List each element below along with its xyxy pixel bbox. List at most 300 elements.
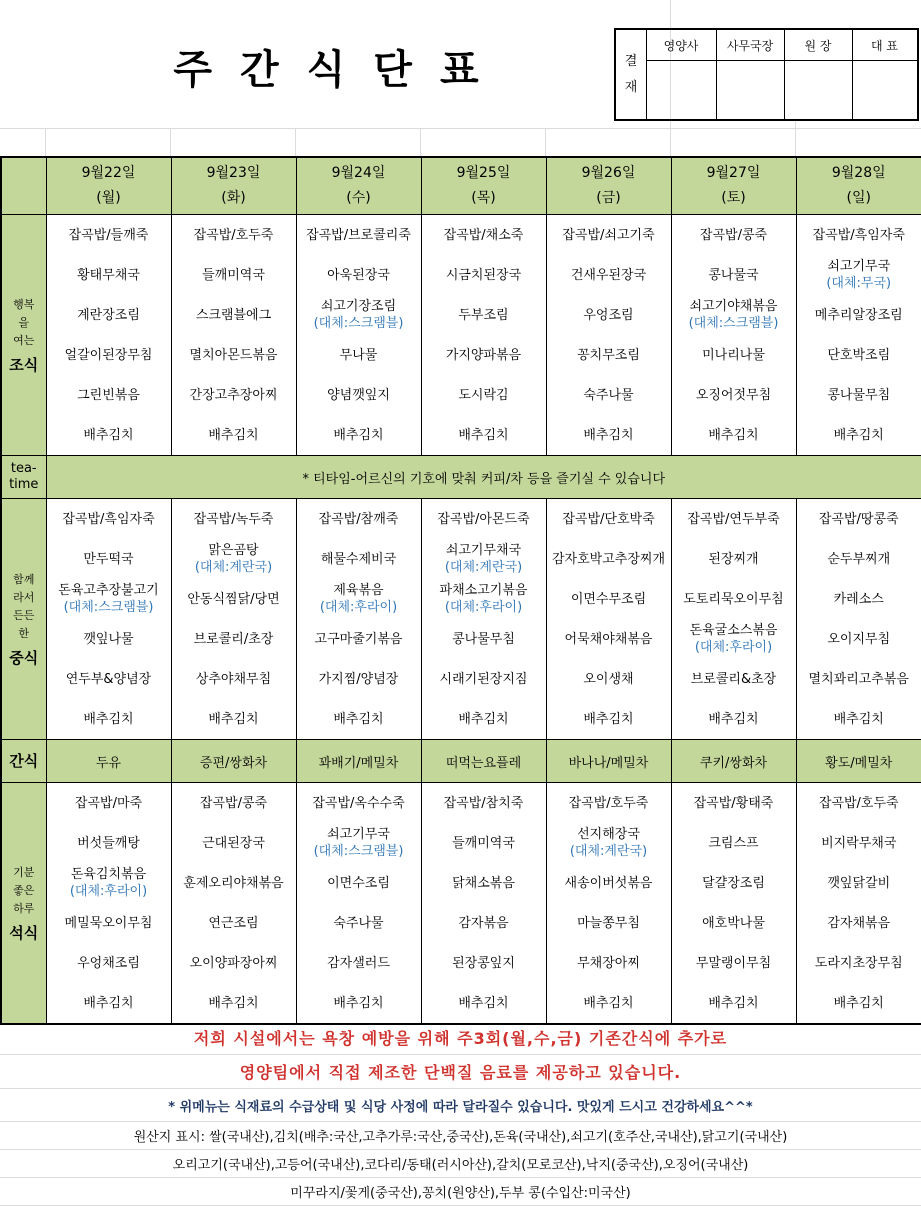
menu-item-substitute: (대체:스크램블) xyxy=(64,599,154,616)
menu-item xyxy=(797,943,921,983)
menu-item xyxy=(547,983,671,1023)
menu-item xyxy=(297,375,421,415)
menu-item xyxy=(172,699,296,739)
menu-item-substitute: (대체:계란국) xyxy=(195,559,272,576)
breakfast-cell xyxy=(796,215,921,456)
menu-item-name: 숙주나물 xyxy=(333,915,383,932)
menu-item-name: 멸치꽈리고추볶음 xyxy=(809,671,909,688)
menu-item xyxy=(547,619,671,659)
menu-item xyxy=(47,903,171,943)
menu-item xyxy=(172,215,296,255)
menu-item-substitute: (대체:계란국) xyxy=(445,559,522,576)
menu-item-substitute: (대체:후라이) xyxy=(70,883,147,900)
menu-item xyxy=(672,619,796,659)
menu-item xyxy=(172,903,296,943)
menu-item-name: 잡곡밥/콩죽 xyxy=(700,227,767,244)
snack-cell: 쿠키/쌍화차 xyxy=(671,740,796,783)
menu-item xyxy=(172,539,296,579)
menu-item-name: 새송이버섯볶음 xyxy=(565,875,653,892)
menu-item xyxy=(47,215,171,255)
menu-item-name: 잡곡밥/참깨죽 xyxy=(319,511,399,528)
menu-item xyxy=(547,903,671,943)
breakfast-row xyxy=(1,215,921,456)
menu-item xyxy=(672,539,796,579)
menu-item xyxy=(547,295,671,335)
menu-item-name: 배추김치 xyxy=(458,427,508,444)
menu-item-name: 배추김치 xyxy=(83,427,133,444)
snack-cell: 두유 xyxy=(46,740,171,783)
menu-item xyxy=(172,255,296,295)
menu-item-name: 잡곡밥/콩죽 xyxy=(200,795,267,812)
menu-item-name: 시래기된장지짐 xyxy=(440,671,528,688)
menu-item xyxy=(297,335,421,375)
menu-item-name: 크림스프 xyxy=(708,835,758,852)
menu-item xyxy=(172,863,296,903)
weekly-menu-table xyxy=(0,156,921,1025)
menu-item xyxy=(797,335,921,375)
menu-item-name: 무나물 xyxy=(340,347,378,364)
menu-item-substitute: (대체:후라이) xyxy=(695,639,772,656)
menu-item-name: 이면수무조림 xyxy=(571,591,646,608)
menu-item xyxy=(47,863,171,903)
menu-item-name: 된장콩잎지 xyxy=(452,955,515,972)
day-header: 9월25일 (목) xyxy=(421,157,546,215)
menu-item xyxy=(797,375,921,415)
day-header: 9월28일 (일) xyxy=(796,157,921,215)
menu-item xyxy=(422,903,546,943)
menu-item xyxy=(47,943,171,983)
menu-item-name: 잡곡밥/황태죽 xyxy=(694,795,774,812)
menu-item-name: 미나리나물 xyxy=(702,347,765,364)
menu-item xyxy=(422,295,546,335)
menu-item-name: 잡곡밥/옥수수죽 xyxy=(312,795,404,812)
menu-item-name: 이면수조림 xyxy=(327,875,390,892)
menu-item-name: 쇠고기장조림 xyxy=(321,298,396,315)
menu-item xyxy=(297,215,421,255)
menu-item xyxy=(172,295,296,335)
menu-item-name: 연두부&양념장 xyxy=(66,671,152,688)
menu-item xyxy=(47,823,171,863)
menu-item xyxy=(172,375,296,415)
dinner-cell xyxy=(46,783,171,1025)
menu-item xyxy=(422,863,546,903)
menu-item xyxy=(672,659,796,699)
teatime-label: tea- time xyxy=(1,456,46,499)
menu-item xyxy=(672,579,796,619)
menu-item-name: 배추김치 xyxy=(583,995,633,1012)
menu-item-name: 메밀묵오이무침 xyxy=(65,915,153,932)
menu-item xyxy=(422,619,546,659)
origin-label-line3: 미꾸라지/꽃게(중국산),꽁치(원양산),두부 콩(수입산:미국산) xyxy=(0,1178,921,1206)
breakfast-cell xyxy=(671,215,796,456)
dinner-cell xyxy=(796,783,921,1025)
menu-item xyxy=(797,823,921,863)
menu-item-name: 간장고추장아찌 xyxy=(190,387,278,404)
menu-item xyxy=(172,335,296,375)
menu-item xyxy=(47,499,171,539)
menu-item xyxy=(422,415,546,455)
menu-item-substitute: (대체:스크램블) xyxy=(314,315,404,332)
snack-cell: 증편/쌍화차 xyxy=(171,740,296,783)
menu-item-name: 배추김치 xyxy=(583,427,633,444)
origin-label-line2: 오리고기(국내산),고등어(국내산),코다리/동태(러시아산),갈치(모로코산),낙지(중국산),오징어(국내산) xyxy=(0,1150,921,1178)
menu-item xyxy=(297,823,421,863)
menu-item-name: 배추김치 xyxy=(333,711,383,728)
menu-item xyxy=(297,699,421,739)
menu-item xyxy=(47,699,171,739)
snack-cell: 꽈배기/메밀차 xyxy=(296,740,421,783)
menu-item xyxy=(297,619,421,659)
menu-item-name: 잡곡밥/채소죽 xyxy=(444,227,524,244)
menu-item-name: 단호박조림 xyxy=(827,347,890,364)
menu-item-name: 배추김치 xyxy=(208,711,258,728)
menu-item-name: 브로콜리&초장 xyxy=(691,671,777,688)
menu-item-name: 쇠고기무국 xyxy=(327,826,390,843)
menu-item-name: 무채장아찌 xyxy=(577,955,640,972)
breakfast-cell xyxy=(46,215,171,456)
menu-item-name: 배추김치 xyxy=(834,995,884,1012)
menu-item xyxy=(547,659,671,699)
menu-item xyxy=(547,699,671,739)
menu-item-name: 만두떡국 xyxy=(83,551,133,568)
menu-item xyxy=(422,255,546,295)
menu-item xyxy=(172,983,296,1023)
menu-item-name: 돈육굴소스볶음 xyxy=(690,622,778,639)
menu-item-name: 감자샐러드 xyxy=(327,955,390,972)
corner-cell xyxy=(1,157,46,215)
menu-item-name: 달걀장조림 xyxy=(702,875,765,892)
menu-item-name: 잡곡밥/연두부죽 xyxy=(687,511,779,528)
breakfast-cell xyxy=(171,215,296,456)
menu-item-name: 건새우된장국 xyxy=(571,267,646,284)
menu-item-name: 잡곡밥/단호박죽 xyxy=(562,511,654,528)
menu-item-name: 시금치된장국 xyxy=(446,267,521,284)
menu-item xyxy=(422,823,546,863)
menu-item-name: 쇠고기무국 xyxy=(827,258,890,275)
menu-item-name: 돈육고추장불고기 xyxy=(58,582,158,599)
page-title: 주간식단표 xyxy=(150,38,530,95)
menu-item-name: 맑은곰탕 xyxy=(208,542,258,559)
breakfast-label: 행복 을 여는 조식 xyxy=(1,215,46,456)
menu-item xyxy=(297,983,421,1023)
menu-item-name: 잡곡밥/브로콜리죽 xyxy=(306,227,411,244)
menu-item xyxy=(547,215,671,255)
menu-item-name: 훈제오리야채볶음 xyxy=(183,875,283,892)
approval-box xyxy=(614,28,919,121)
snack-row xyxy=(1,740,921,783)
breakfast-cell xyxy=(421,215,546,456)
menu-item-name: 잡곡밥/마죽 xyxy=(75,795,142,812)
menu-item xyxy=(797,295,921,335)
menu-item-name: 잡곡밥/땅콩죽 xyxy=(819,511,899,528)
menu-item-name: 메추리알장조림 xyxy=(815,307,903,324)
menu-item-name: 배추김치 xyxy=(208,427,258,444)
menu-item xyxy=(47,619,171,659)
menu-change-notice: * 위메뉴는 식재료의 수급상태 및 식당 사정에 따라 달라질수 있습니다. 맛있게 드시고 건강하세요^^* xyxy=(0,1089,921,1122)
menu-item-name: 콩나물무침 xyxy=(452,631,515,648)
dinner-cell xyxy=(671,783,796,1025)
menu-item xyxy=(422,499,546,539)
menu-item-name: 오이양파장아찌 xyxy=(190,955,278,972)
menu-item-name: 어묵채야채볶음 xyxy=(565,631,653,648)
menu-item xyxy=(797,619,921,659)
menu-item-name: 배추김치 xyxy=(834,711,884,728)
menu-item xyxy=(547,375,671,415)
menu-item xyxy=(672,215,796,255)
menu-item-name: 배추김치 xyxy=(83,711,133,728)
breakfast-cell xyxy=(296,215,421,456)
menu-item-name: 연근조림 xyxy=(208,915,258,932)
menu-item-name: 깻잎나물 xyxy=(83,631,133,648)
menu-item-name: 잡곡밥/쇠고기죽 xyxy=(562,227,654,244)
snack-cell: 바나나/메밀차 xyxy=(546,740,671,783)
protein-drink-note-line2: 영양팀에서 직접 제조한 단백질 음료를 제공하고 있습니다. xyxy=(0,1055,921,1089)
menu-item-name: 파채소고기볶음 xyxy=(440,582,528,599)
menu-item-name: 배추김치 xyxy=(458,995,508,1012)
snack-cell: 황도/메밀차 xyxy=(796,740,921,783)
menu-item xyxy=(797,215,921,255)
menu-item xyxy=(297,499,421,539)
day-header: 9월24일 (수) xyxy=(296,157,421,215)
menu-item xyxy=(547,823,671,863)
dinner-cell xyxy=(171,783,296,1025)
menu-item xyxy=(422,375,546,415)
menu-item xyxy=(797,699,921,739)
menu-item xyxy=(172,619,296,659)
dinner-cell xyxy=(546,783,671,1025)
menu-item xyxy=(297,579,421,619)
menu-item xyxy=(672,983,796,1023)
menu-item xyxy=(672,415,796,455)
lunch-cell xyxy=(296,499,421,740)
menu-item xyxy=(297,659,421,699)
menu-item xyxy=(797,415,921,455)
menu-item xyxy=(547,943,671,983)
lunch-label: 함께 라서 든든 한 중식 xyxy=(1,499,46,740)
snack-label: 간식 xyxy=(1,740,46,783)
menu-item xyxy=(797,863,921,903)
menu-item xyxy=(797,903,921,943)
menu-item xyxy=(672,255,796,295)
menu-item xyxy=(672,783,796,823)
menu-item-name: 우엉채조림 xyxy=(77,955,140,972)
menu-item xyxy=(672,863,796,903)
menu-item xyxy=(172,579,296,619)
menu-item-name: 계란장조림 xyxy=(77,307,140,324)
day-header: 9월26일 (금) xyxy=(546,157,671,215)
menu-item-name: 배추김치 xyxy=(333,995,383,1012)
menu-item-name: 숙주나물 xyxy=(583,387,633,404)
approval-col-dietitian: 영양사 xyxy=(646,30,717,119)
lunch-cell xyxy=(796,499,921,740)
menu-item xyxy=(47,783,171,823)
menu-item xyxy=(422,335,546,375)
menu-item-name: 버섯들깨탕 xyxy=(77,835,140,852)
menu-item xyxy=(422,659,546,699)
menu-item-name: 쇠고기야채볶음 xyxy=(690,298,778,315)
menu-item-name: 잡곡밥/흑임자죽 xyxy=(62,511,154,528)
menu-item-name: 해물수제비국 xyxy=(321,551,396,568)
approval-label: 결 재 xyxy=(616,30,647,119)
menu-item xyxy=(672,375,796,415)
menu-item xyxy=(297,863,421,903)
menu-item-name: 감자호박고추장찌개 xyxy=(552,551,665,568)
menu-item-name: 근대된장국 xyxy=(202,835,265,852)
menu-item xyxy=(797,659,921,699)
menu-item xyxy=(47,375,171,415)
menu-item-name: 마늘쫑무침 xyxy=(577,915,640,932)
menu-item xyxy=(422,579,546,619)
menu-item xyxy=(172,823,296,863)
breakfast-cell xyxy=(546,215,671,456)
menu-item xyxy=(547,335,671,375)
menu-item-name: 안동식찜닭/당면 xyxy=(187,591,279,608)
menu-item xyxy=(172,783,296,823)
menu-item xyxy=(672,823,796,863)
menu-item xyxy=(672,699,796,739)
menu-item-name: 아욱된장국 xyxy=(327,267,390,284)
menu-item xyxy=(422,943,546,983)
menu-item-name: 배추김치 xyxy=(83,995,133,1012)
menu-item-name: 배추김치 xyxy=(458,711,508,728)
menu-item-name: 잡곡밥/호두죽 xyxy=(819,795,899,812)
menu-item-name: 배추김치 xyxy=(834,427,884,444)
menu-item-name: 얼갈이된장무침 xyxy=(65,347,153,364)
menu-item-name: 도토리묵오이무침 xyxy=(683,591,783,608)
snack-cell: 떠먹는요플레 xyxy=(421,740,546,783)
menu-item-name: 무말랭이무침 xyxy=(696,955,771,972)
lunch-cell xyxy=(171,499,296,740)
menu-item-name: 애호박나물 xyxy=(702,915,765,932)
lunch-cell xyxy=(671,499,796,740)
menu-item-name: 오이지무침 xyxy=(827,631,890,648)
menu-item xyxy=(47,255,171,295)
menu-item-name: 고구마줄기볶음 xyxy=(315,631,403,648)
menu-item xyxy=(297,539,421,579)
approval-col-director: 원 장 xyxy=(784,30,853,119)
dinner-cell xyxy=(421,783,546,1025)
menu-item xyxy=(297,295,421,335)
menu-item xyxy=(297,255,421,295)
menu-item-name: 황태무채국 xyxy=(77,267,140,284)
lunch-cell xyxy=(421,499,546,740)
dinner-cell xyxy=(296,783,421,1025)
lunch-row xyxy=(1,499,921,740)
menu-item-name: 꽁치무조림 xyxy=(577,347,640,364)
menu-item xyxy=(672,295,796,335)
day-header: 9월23일 (화) xyxy=(171,157,296,215)
menu-item-name: 들깨미역국 xyxy=(452,835,515,852)
day-header: 9월27일 (토) xyxy=(671,157,796,215)
menu-item-name: 잡곡밥/들깨죽 xyxy=(69,227,149,244)
menu-item xyxy=(797,539,921,579)
menu-item xyxy=(547,863,671,903)
menu-item-name: 배추김치 xyxy=(333,427,383,444)
lunch-cell xyxy=(546,499,671,740)
menu-item-substitute: (대체:무국) xyxy=(826,275,891,292)
menu-item xyxy=(672,943,796,983)
day-header: 9월22일 (월) xyxy=(46,157,171,215)
menu-item-name: 배추김치 xyxy=(708,711,758,728)
menu-item-name: 브로콜리/초장 xyxy=(194,631,274,648)
dinner-label: 기분 좋은 하루 석식 xyxy=(1,783,46,1025)
menu-item xyxy=(797,783,921,823)
menu-item-name: 카레소스 xyxy=(834,591,884,608)
menu-item-name: 그린빈볶음 xyxy=(77,387,140,404)
menu-item-name: 도라지초장무침 xyxy=(815,955,903,972)
menu-item xyxy=(297,903,421,943)
menu-item xyxy=(797,255,921,295)
menu-item-substitute: (대체:후라이) xyxy=(445,599,522,616)
menu-item-name: 콩나물무침 xyxy=(827,387,890,404)
menu-item-name: 배추김치 xyxy=(583,711,633,728)
menu-item xyxy=(47,579,171,619)
menu-item xyxy=(297,415,421,455)
menu-item xyxy=(422,539,546,579)
menu-item xyxy=(797,579,921,619)
approval-col-manager: 사무국장 xyxy=(716,30,785,119)
menu-item xyxy=(47,335,171,375)
menu-item xyxy=(47,659,171,699)
menu-item xyxy=(47,415,171,455)
menu-item-name: 제육볶음 xyxy=(333,582,383,599)
menu-item xyxy=(547,539,671,579)
day-header-row xyxy=(1,157,921,215)
menu-item-name: 들깨미역국 xyxy=(202,267,265,284)
menu-item-name: 가지양파볶음 xyxy=(446,347,521,364)
protein-drink-note-line1: 저희 시설에서는 욕창 예방을 위해 주3회(월,수,금) 기존간식에 추가로 xyxy=(0,1021,921,1055)
menu-item-name: 도시락김 xyxy=(458,387,508,404)
menu-item-name: 두부조림 xyxy=(458,307,508,324)
menu-item-name: 잡곡밥/호두죽 xyxy=(569,795,649,812)
menu-item-name: 우엉조림 xyxy=(583,307,633,324)
menu-item-name: 배추김치 xyxy=(708,427,758,444)
menu-item-name: 감자채볶음 xyxy=(827,915,890,932)
menu-item-name: 선지해장국 xyxy=(577,826,640,843)
menu-item-substitute: (대체:스크램블) xyxy=(689,315,779,332)
menu-item-name: 오이생채 xyxy=(583,671,633,688)
menu-item-name: 멸치아몬드볶음 xyxy=(190,347,278,364)
menu-item-name: 잡곡밥/호두죽 xyxy=(194,227,274,244)
lunch-cell xyxy=(46,499,171,740)
menu-item-name: 스크램블에그 xyxy=(196,307,271,324)
menu-item xyxy=(47,983,171,1023)
menu-item-name: 깻잎닭갈비 xyxy=(827,875,890,892)
teatime-note: * 티타임-어르신의 기호에 맞춰 커피/차 등을 즐기실 수 있습니다 xyxy=(46,456,921,499)
menu-item-name: 양념깻잎지 xyxy=(327,387,390,404)
menu-item xyxy=(547,783,671,823)
menu-item-name: 잡곡밥/아몬드죽 xyxy=(437,511,529,528)
menu-item xyxy=(547,255,671,295)
menu-item-name: 배추김치 xyxy=(708,995,758,1012)
menu-item xyxy=(422,699,546,739)
menu-item-name: 된장찌개 xyxy=(708,551,758,568)
menu-item xyxy=(47,539,171,579)
menu-item-name: 비지락무채국 xyxy=(821,835,896,852)
approval-col-ceo: 대 표 xyxy=(852,30,917,119)
menu-item-substitute: (대체:계란국) xyxy=(570,843,647,860)
origin-label-line1: 원산지 표시: 쌀(국내산),김치(배추:국산,고추가루:국산,중국산),돈육(국내산),쇠고기(호주산,국내산),닭고기(국내산) xyxy=(0,1122,921,1150)
menu-item xyxy=(672,903,796,943)
menu-item xyxy=(547,499,671,539)
menu-item-name: 돈육김치볶음 xyxy=(71,866,146,883)
menu-item-substitute: (대체:후라이) xyxy=(320,599,397,616)
menu-item-name: 잡곡밥/녹두죽 xyxy=(194,511,274,528)
menu-item xyxy=(797,499,921,539)
menu-item xyxy=(172,499,296,539)
menu-item-name: 순두부찌개 xyxy=(827,551,890,568)
menu-item xyxy=(422,983,546,1023)
